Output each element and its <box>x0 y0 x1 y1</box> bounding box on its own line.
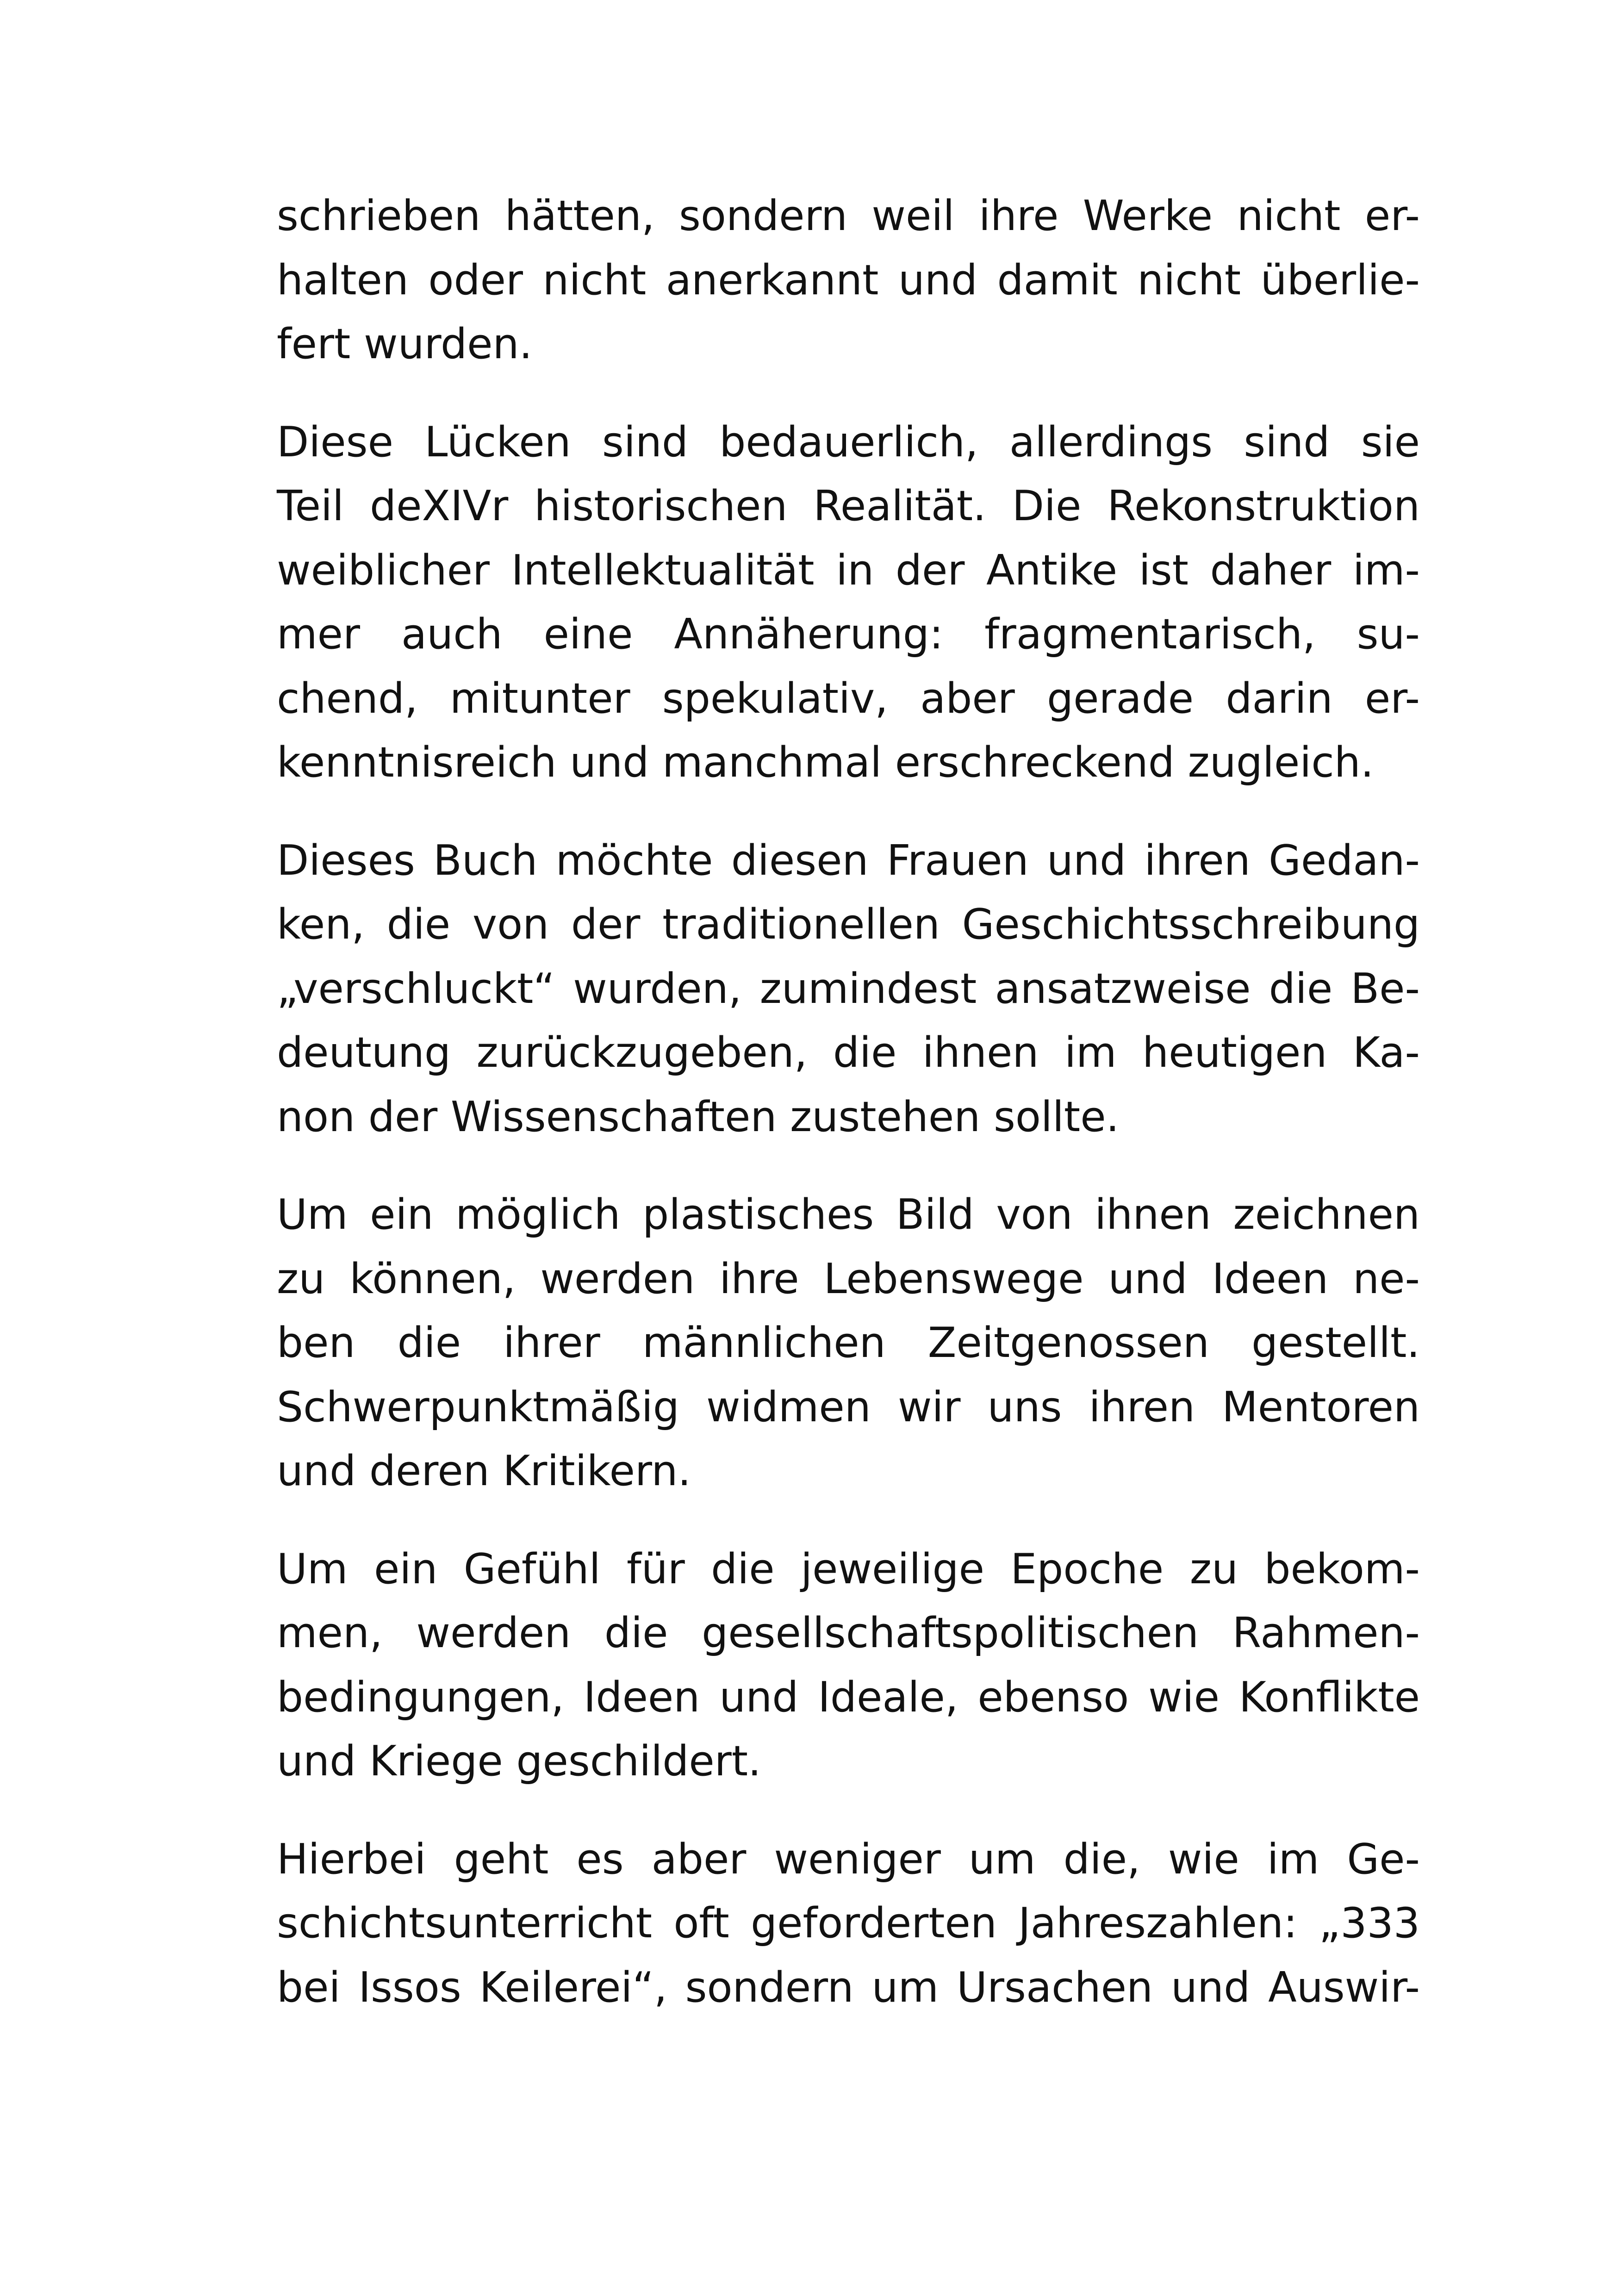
text-line: men, werden die gesellschaftspolitischen Rahmen- <box>277 1609 1420 1657</box>
paragraph <box>277 1828 1420 2020</box>
text-line: und deren Kritikern. <box>277 1447 691 1495</box>
text-line: Um ein möglich plastisches Bild von ihnen zeichnen <box>277 1190 1420 1239</box>
text-line: ben die ihrer männlichen Zeitgenossen gestellt. <box>277 1319 1420 1367</box>
paragraph <box>277 184 1420 377</box>
text-line: schrieben hätten, sondern weil ihre Werke nicht er- <box>277 192 1420 240</box>
text-line: halten oder nicht anerkannt und damit nicht überlie- <box>277 255 1420 305</box>
paragraph <box>277 829 1420 1150</box>
text-line: Um ein Gefühl für die jeweilige Epoche zu bekom- <box>277 1544 1420 1593</box>
text-line: „verschluckt“ wurden, zumindest ansatzweise die Be- <box>277 964 1420 1013</box>
paragraph <box>277 411 1420 795</box>
body-text <box>277 184 1420 2018</box>
text-line: ken, die von der traditionellen Geschichtsschreibung <box>277 900 1420 949</box>
text-line: Teil deXIVr historischen Realität. Die Rekonstruktion <box>277 482 1420 530</box>
text-line: deutung zurückzugeben, die ihnen im heutigen Ka- <box>277 1028 1420 1077</box>
text-line: schichtsunterricht oft geforderten Jahreszahlen: „333 <box>277 1899 1420 1948</box>
text-line: kenntnisreich und manchmal erschreckend zugleich. <box>277 738 1374 787</box>
text-line: chend, mitunter spekulativ, aber gerade darin er- <box>277 674 1420 723</box>
paragraph <box>277 1537 1420 1794</box>
text-line: bei Issos Keilerei“, sondern um Ursachen und Auswir- <box>277 1963 1420 2012</box>
text-line: zu können, werden ihre Lebenswege und Ideen ne- <box>277 1254 1420 1303</box>
text-line: und Kriege geschildert. <box>277 1737 761 1786</box>
text-line: weiblicher Intellektualität in der Antike ist daher im- <box>277 546 1420 595</box>
text-line: bedingungen, Ideen und Ideale, ebenso wie Konflikte <box>277 1673 1420 1722</box>
text-line: fert wurden. <box>277 320 533 368</box>
text-line: Schwerpunktmäßig widmen wir uns ihren Mentoren <box>277 1382 1420 1431</box>
text-line: Hierbei geht es aber weniger um die, wie im Ge- <box>277 1835 1420 1884</box>
text-line: Dieses Buch möchte diesen Frauen und ihren Gedan- <box>277 836 1420 885</box>
text-line: non der Wissenschaften zustehen sollte. <box>277 1092 1120 1141</box>
text-line: mer auch eine Annäherung: fragmentarisch, su- <box>277 610 1420 659</box>
paragraph <box>277 1183 1420 1504</box>
text-line: Diese Lücken sind bedauerlich, allerdings sind sie <box>277 417 1420 467</box>
